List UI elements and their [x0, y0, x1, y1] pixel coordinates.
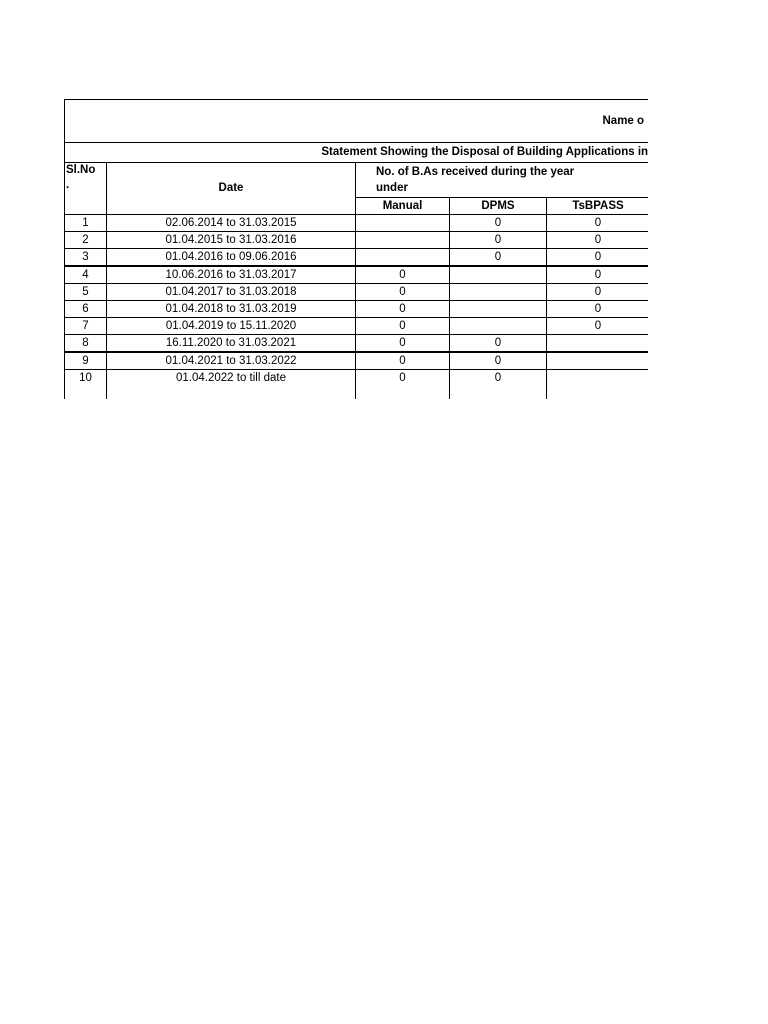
- cell-slno: 4: [65, 266, 107, 284]
- cell-dpms: [450, 284, 547, 301]
- cell-date: 01.04.2017 to 31.03.2018: [107, 284, 356, 301]
- table-row: [65, 232, 649, 249]
- cell-manual: 0: [356, 335, 450, 353]
- header-received: [356, 163, 649, 198]
- cell-tsbpass: [547, 335, 649, 353]
- table-row: [65, 318, 649, 335]
- cell-date: 01.04.2016 to 09.06.2016: [107, 249, 356, 267]
- cell-date: 01.04.2015 to 31.03.2016: [107, 232, 356, 249]
- cell-manual: 0: [356, 284, 450, 301]
- cell-slno: 7: [65, 318, 107, 335]
- header-manual: Manual: [356, 198, 450, 215]
- cell-date: 01.04.2022 to till date: [107, 370, 356, 400]
- table-body: [65, 215, 649, 400]
- cell-dpms: 0: [450, 215, 547, 232]
- table-row: [65, 335, 649, 353]
- cell-manual: 0: [356, 266, 450, 284]
- cell-dpms: [450, 301, 547, 318]
- cell-manual: [356, 232, 450, 249]
- table-row: [65, 301, 649, 318]
- cell-manual: [356, 249, 450, 267]
- cell-dpms: [450, 266, 547, 284]
- cell-slno: 1: [65, 215, 107, 232]
- cell-slno: 2: [65, 232, 107, 249]
- table-row: [65, 352, 649, 370]
- cell-dpms: 0: [450, 370, 547, 400]
- title-cell: [65, 100, 649, 143]
- cell-manual: 0: [356, 301, 450, 318]
- cell-manual: 0: [356, 352, 450, 370]
- cell-tsbpass: [547, 370, 649, 400]
- header-date: Date: [107, 163, 356, 215]
- cell-dpms: 0: [450, 352, 547, 370]
- subtitle-cell: [65, 143, 649, 163]
- header-dpms: DPMS: [450, 198, 547, 215]
- document-title: Name o: [602, 114, 645, 127]
- cell-slno: 9: [65, 352, 107, 370]
- cell-date: 01.04.2021 to 31.03.2022: [107, 352, 356, 370]
- cell-slno: 6: [65, 301, 107, 318]
- cell-dpms: [450, 318, 547, 335]
- header-slno-line1: Sl.No: [66, 164, 96, 176]
- table-row: [65, 249, 649, 267]
- table-row: [65, 284, 649, 301]
- table-row: [65, 215, 649, 232]
- disposal-table: [64, 99, 648, 399]
- header-slno: [65, 163, 107, 215]
- spreadsheet-page: [64, 99, 648, 399]
- cell-manual: [356, 215, 450, 232]
- cell-dpms: 0: [450, 249, 547, 267]
- cell-date: 01.04.2018 to 31.03.2019: [107, 301, 356, 318]
- cell-date: 01.04.2019 to 15.11.2020: [107, 318, 356, 335]
- cell-slno: 3: [65, 249, 107, 267]
- header-tsbpass: TsBPASS: [547, 198, 649, 215]
- cell-slno: 10: [65, 370, 107, 400]
- cell-tsbpass: 0: [547, 249, 649, 267]
- cell-date: 10.06.2016 to 31.03.2017: [107, 266, 356, 284]
- table-row: [65, 266, 649, 284]
- cell-manual: 0: [356, 318, 450, 335]
- cell-tsbpass: 0: [547, 215, 649, 232]
- cell-date: 02.06.2014 to 31.03.2015: [107, 215, 356, 232]
- cell-tsbpass: 0: [547, 318, 649, 335]
- cell-dpms: 0: [450, 232, 547, 249]
- cell-tsbpass: 0: [547, 266, 649, 284]
- cell-tsbpass: 0: [547, 301, 649, 318]
- table-row: [65, 370, 649, 400]
- header-slno-line2: .: [66, 179, 70, 191]
- cell-manual: 0: [356, 370, 450, 400]
- document-subtitle: Statement Showing the Disposal of Building Applications in: [321, 146, 648, 158]
- cell-slno: 5: [65, 284, 107, 301]
- cell-tsbpass: 0: [547, 232, 649, 249]
- cell-tsbpass: 0: [547, 284, 649, 301]
- cell-date: 16.11.2020 to 31.03.2021: [107, 335, 356, 353]
- header-received-text: No. of B.As received during the year under: [376, 166, 575, 194]
- cell-slno: 8: [65, 335, 107, 353]
- cell-dpms: 0: [450, 335, 547, 353]
- cell-tsbpass: [547, 352, 649, 370]
